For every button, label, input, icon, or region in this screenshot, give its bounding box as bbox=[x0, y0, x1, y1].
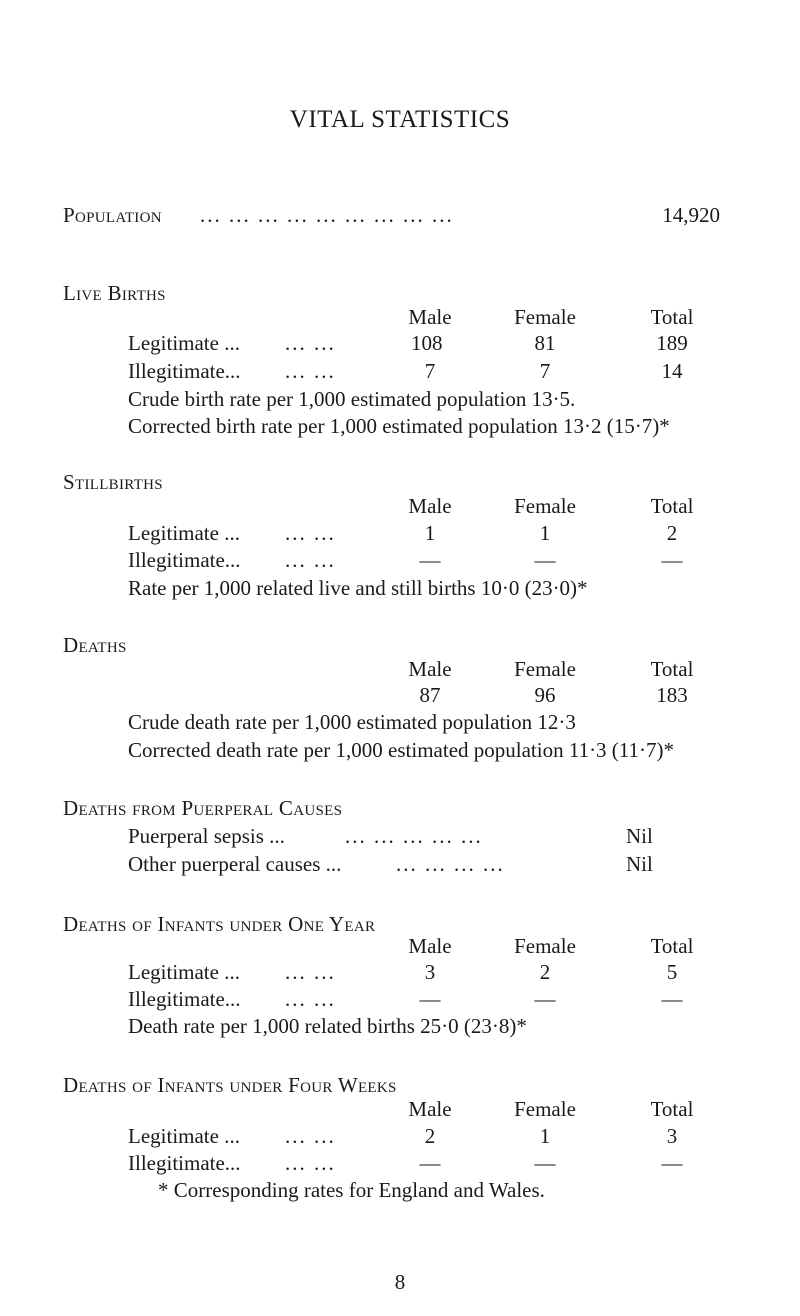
infants-four-weeks-row-total: — bbox=[661, 1151, 683, 1175]
infants-four-weeks-col-male: Male bbox=[408, 1097, 452, 1121]
stillbirths-row-total: 2 bbox=[666, 521, 678, 545]
puerperal-row-value: Nil bbox=[626, 824, 653, 848]
footnote: * Corresponding rates for England and Wales. bbox=[158, 1178, 545, 1202]
stillbirths-note: Rate per 1,000 related live and still births 10·0 (23·0)* bbox=[128, 576, 588, 600]
infants-one-year-col-female: Female bbox=[514, 934, 576, 958]
infants-four-weeks-row-total: 3 bbox=[666, 1124, 678, 1148]
infants-four-weeks-row-label: Legitimate ... bbox=[128, 1124, 240, 1148]
infants-four-weeks-row-male: — bbox=[419, 1151, 441, 1175]
infants-four-weeks-col-female: Female bbox=[514, 1097, 576, 1121]
deaths-note: Crude death rate per 1,000 estimated population 12·3 bbox=[128, 710, 576, 734]
deaths-col-female: Female bbox=[514, 657, 576, 681]
deaths-heading: Deaths bbox=[63, 633, 127, 657]
live-births-row-male: 7 bbox=[424, 359, 436, 383]
deaths-male: 87 bbox=[419, 683, 441, 707]
infants-one-year-row-leader: ... ... bbox=[285, 987, 336, 1011]
infants-four-weeks-row-male: 2 bbox=[424, 1124, 436, 1148]
puerperal-row-value: Nil bbox=[626, 852, 653, 876]
stillbirths-col-male: Male bbox=[408, 494, 452, 518]
live-births-heading: Live Births bbox=[63, 281, 166, 305]
live-births-col-total: Total bbox=[650, 305, 694, 329]
population-leader: ... ... ... ... ... ... ... ... ... bbox=[200, 203, 454, 227]
stillbirths-row-male: — bbox=[419, 548, 441, 572]
deaths-total: 183 bbox=[656, 683, 688, 707]
stillbirths-col-total: Total bbox=[650, 494, 694, 518]
stillbirths-heading: Stillbirths bbox=[63, 470, 163, 494]
population-label: Population bbox=[63, 203, 162, 227]
deaths-col-male: Male bbox=[408, 657, 452, 681]
puerperal-row-label: Puerperal sepsis ... bbox=[128, 824, 285, 848]
infants-one-year-row-male: — bbox=[419, 987, 441, 1011]
stillbirths-row-total: — bbox=[661, 548, 683, 572]
infants-one-year-row-female: — bbox=[534, 987, 556, 1011]
live-births-col-male: Male bbox=[408, 305, 452, 329]
live-births-note: Crude birth rate per 1,000 estimated population 13·5. bbox=[128, 387, 576, 411]
live-births-row-label: Legitimate ... bbox=[128, 331, 240, 355]
stillbirths-col-female: Female bbox=[514, 494, 576, 518]
infants-four-weeks-heading: Deaths of Infants under Four Weeks bbox=[63, 1073, 397, 1097]
infants-one-year-col-total: Total bbox=[650, 934, 694, 958]
infants-four-weeks-row-leader: ... ... bbox=[285, 1151, 336, 1175]
infants-four-weeks-row-label: Illegitimate... bbox=[128, 1151, 241, 1175]
stillbirths-row-leader: ... ... bbox=[285, 548, 336, 572]
live-births-col-female: Female bbox=[514, 305, 576, 329]
infants-one-year-row-female: 2 bbox=[539, 960, 551, 984]
infants-four-weeks-col-total: Total bbox=[650, 1097, 694, 1121]
puerperal-row-leader: ... ... ... ... bbox=[396, 852, 505, 876]
infants-one-year-row-label: Legitimate ... bbox=[128, 960, 240, 984]
infants-four-weeks-row-female: 1 bbox=[539, 1124, 551, 1148]
infants-four-weeks-row-leader: ... ... bbox=[285, 1124, 336, 1148]
deaths-col-total: Total bbox=[650, 657, 694, 681]
live-births-row-label: Illegitimate... bbox=[128, 359, 241, 383]
live-births-row-total: 14 bbox=[661, 359, 683, 383]
deaths-female: 96 bbox=[534, 683, 556, 707]
page-title: VITAL STATISTICS bbox=[289, 106, 511, 133]
infants-one-year-row-leader: ... ... bbox=[285, 960, 336, 984]
infants-one-year-row-total: — bbox=[661, 987, 683, 1011]
stillbirths-row-female: 1 bbox=[539, 521, 551, 545]
infants-four-weeks-row-female: — bbox=[534, 1151, 556, 1175]
stillbirths-row-male: 1 bbox=[424, 521, 436, 545]
stillbirths-row-female: — bbox=[534, 548, 556, 572]
infants-one-year-row-total: 5 bbox=[666, 960, 678, 984]
deaths-note: Corrected death rate per 1,000 estimated population 11·3 (11·7)* bbox=[128, 738, 675, 762]
puerperal-row-leader: ... ... ... ... ... bbox=[345, 824, 483, 848]
stillbirths-row-label: Legitimate ... bbox=[128, 521, 240, 545]
live-births-row-female: 81 bbox=[534, 331, 556, 355]
puerperal-heading: Deaths from Puerperal Causes bbox=[63, 796, 343, 820]
infants-one-year-row-male: 3 bbox=[424, 960, 436, 984]
stillbirths-row-label: Illegitimate... bbox=[128, 548, 241, 572]
population-value: 14,920 bbox=[662, 203, 720, 227]
infants-one-year-note: Death rate per 1,000 related births 25·0 (23·8)* bbox=[128, 1014, 527, 1038]
puerperal-row-label: Other puerperal causes ... bbox=[128, 852, 342, 876]
infants-one-year-heading: Deaths of Infants under One Year bbox=[63, 912, 376, 936]
infants-one-year-col-male: Male bbox=[408, 934, 452, 958]
live-births-row-male: 108 bbox=[411, 331, 443, 355]
stillbirths-row-leader: ... ... bbox=[285, 521, 336, 545]
live-births-note: Corrected birth rate per 1,000 estimated population 13·2 (15·7)* bbox=[128, 414, 670, 438]
live-births-row-leader: ... ... bbox=[285, 331, 336, 355]
live-births-row-total: 189 bbox=[656, 331, 688, 355]
page-number: 8 bbox=[394, 1270, 406, 1294]
live-births-row-female: 7 bbox=[539, 359, 551, 383]
live-births-row-leader: ... ... bbox=[285, 359, 336, 383]
infants-one-year-row-label: Illegitimate... bbox=[128, 987, 241, 1011]
